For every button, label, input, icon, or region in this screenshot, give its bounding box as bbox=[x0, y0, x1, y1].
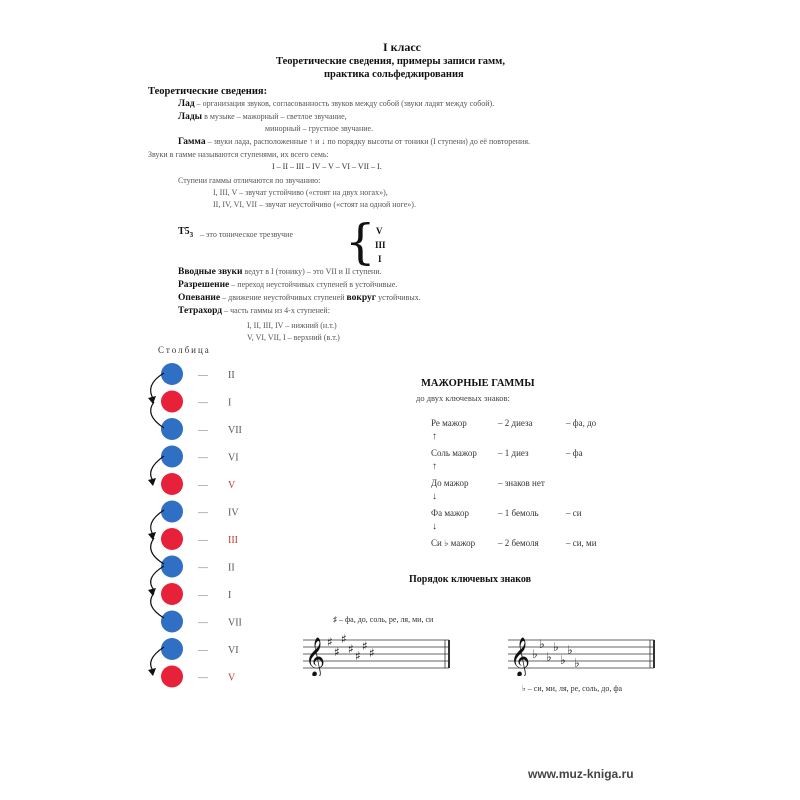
sharp-signs bbox=[327, 634, 375, 663]
arrow-down-icon: ↓ bbox=[432, 521, 437, 532]
step-label: VII bbox=[228, 425, 242, 436]
flats-staff bbox=[508, 634, 658, 676]
blue-step-dot bbox=[161, 638, 183, 660]
blue-step-dot bbox=[161, 363, 183, 385]
step-dash: — bbox=[198, 480, 208, 491]
sharps-order: ♯ – фа, до, соль, ре, ля, ми, си bbox=[333, 615, 434, 624]
key-order-title: Порядок ключевых знаков bbox=[409, 574, 532, 585]
svg-text:♭: ♭ bbox=[546, 650, 552, 664]
arrow-down-icon: ↓ bbox=[432, 491, 437, 502]
red-step-dot bbox=[161, 583, 183, 605]
svg-text:♭: ♭ bbox=[567, 643, 573, 657]
major-scales-subtitle: до двух ключевых знаков: bbox=[416, 393, 510, 403]
vvodnye-term: Вводные звуки bbox=[178, 267, 243, 277]
stolbica-diagram bbox=[140, 360, 270, 695]
step-label: II bbox=[228, 562, 235, 574]
tetra-lower: I, II, III, IV – нижний (н.т.) bbox=[247, 321, 337, 330]
t53-note-v: V bbox=[376, 226, 383, 236]
gamma-text: – звуки лада, расположенные ↑ и ↓ по порядку высоты от тоники (I ступени) до её повторения. bbox=[205, 137, 531, 146]
flat-signs bbox=[532, 637, 580, 670]
red-step-dot bbox=[161, 528, 183, 550]
arrow-up-icon: ↑ bbox=[432, 431, 437, 442]
vvodnye-text: ведут в I (тонику) – это VII и II ступени. bbox=[242, 267, 382, 276]
step-label: VI bbox=[228, 452, 239, 464]
major-scales-title: МАЖОРНЫЕ ГАММЫ bbox=[421, 378, 535, 389]
scale-sign-count: – 1 диез bbox=[498, 448, 529, 458]
svg-text:♯: ♯ bbox=[355, 649, 361, 663]
opevanie-definition bbox=[178, 293, 421, 303]
step-label: II bbox=[228, 370, 235, 381]
page-title: I класс bbox=[383, 40, 421, 54]
page-subtitle-1: Теоретические сведения, примеры записи гамм, bbox=[276, 56, 505, 67]
vvodnye-definition bbox=[178, 267, 382, 277]
scale-name: Си ♭ мажор bbox=[431, 538, 476, 548]
opevanie-term: Опевание bbox=[178, 293, 221, 303]
t53-note-i: I bbox=[378, 254, 382, 264]
step-label: I bbox=[228, 590, 232, 601]
svg-text:♯: ♯ bbox=[369, 646, 375, 660]
svg-text:♯: ♯ bbox=[341, 634, 347, 646]
red-step-dot bbox=[161, 391, 183, 413]
arrow-up-icon: ↑ bbox=[432, 461, 437, 472]
step-label: VI bbox=[228, 645, 239, 656]
step-dash: — bbox=[198, 370, 208, 381]
steps-line: Звуки в гамме называются ступенями, их всего семь: bbox=[148, 150, 329, 159]
lad-text: – организация звуков, согласованность звуков между собой (звуки ладят между собой). bbox=[194, 99, 495, 108]
scale-signs: – си, ми bbox=[566, 538, 597, 548]
red-step-dot bbox=[161, 666, 183, 688]
lad-definition bbox=[178, 99, 494, 109]
step-label: IV bbox=[228, 507, 239, 519]
svg-text:♭: ♭ bbox=[560, 653, 566, 667]
step-dash: — bbox=[198, 425, 208, 436]
gamma-definition bbox=[178, 137, 530, 147]
stable-steps: I, III, V – звучат устойчиво («стоят на двух ногах»), bbox=[213, 188, 388, 197]
step-dash: — bbox=[198, 645, 208, 656]
step-label: I bbox=[228, 397, 232, 409]
step-label: VII bbox=[228, 617, 242, 629]
t53-sub: 3 bbox=[189, 231, 194, 239]
sharps-staff bbox=[303, 634, 453, 676]
lady-definition bbox=[178, 112, 347, 122]
blue-step-dot bbox=[161, 418, 183, 440]
flats-order: ♭ – си, ми, ля, ре, соль, до, фа bbox=[522, 684, 623, 693]
t53-label bbox=[178, 226, 193, 239]
opevanie-bold: вокруг bbox=[346, 293, 377, 303]
t53-definition: – это тоническое трезвучие bbox=[200, 230, 293, 239]
tetra-term: Тетрахорд bbox=[178, 306, 223, 316]
step-label: V bbox=[228, 672, 236, 684]
unstable-steps: II, IV, VI, VII – звучат неустойчиво («стоят на одной ноге»). bbox=[213, 200, 416, 209]
lady-text: в музыке – мажорный – светлое звучание, bbox=[202, 112, 347, 121]
razresh-definition bbox=[178, 280, 397, 290]
scale-sign-count: – знаков нет bbox=[498, 478, 545, 488]
step-dash: — bbox=[198, 672, 208, 684]
minor-line: минорный – грустное звучание. bbox=[265, 124, 374, 133]
svg-text:♯: ♯ bbox=[327, 635, 333, 649]
arrowhead bbox=[148, 668, 156, 676]
brace-symbol: { bbox=[345, 214, 376, 270]
blue-step-dot bbox=[161, 556, 183, 578]
scale-signs: – фа bbox=[566, 448, 583, 458]
scale-name: Соль мажор bbox=[431, 448, 477, 458]
step-dash: — bbox=[198, 397, 208, 409]
blue-step-dot bbox=[161, 501, 183, 523]
arrowhead bbox=[148, 588, 156, 596]
step-dash: — bbox=[198, 617, 208, 629]
t53-note-iii: III bbox=[375, 240, 386, 250]
sound-difference: Ступени гаммы отличаются по звучанию: bbox=[178, 176, 321, 185]
treble-clef-icon: 𝄞 bbox=[305, 637, 326, 676]
razresh-term: Разрешение bbox=[178, 280, 230, 290]
scale-name: Ре мажор bbox=[431, 418, 467, 428]
svg-text:♯: ♯ bbox=[348, 642, 354, 656]
svg-text:♯: ♯ bbox=[334, 645, 340, 659]
t53-main: Т5 bbox=[178, 226, 190, 237]
step-dash: — bbox=[198, 562, 208, 574]
theory-section-title: Теоретические сведения: bbox=[148, 86, 268, 97]
blue-step-dot bbox=[161, 611, 183, 633]
lady-term: Лады bbox=[178, 112, 203, 122]
watermark: www.muz-kniga.ru bbox=[528, 767, 634, 781]
scale-signs: – си bbox=[566, 508, 582, 518]
scale-sign-count: – 2 бемоля bbox=[498, 538, 539, 548]
scale-sign-count: – 2 диеза bbox=[498, 418, 533, 428]
arrowhead bbox=[148, 478, 156, 486]
razresh-text: – переход неустойчивых ступеней в устойчивые. bbox=[229, 280, 398, 289]
tetra-text: – часть гаммы из 4-х ступеней: bbox=[222, 306, 330, 315]
step-dash: — bbox=[198, 535, 208, 546]
step-dash: — bbox=[198, 507, 208, 519]
step-dash: — bbox=[198, 452, 208, 464]
opevanie-text: – движение неустойчивых ступеней bbox=[220, 293, 347, 302]
red-step-dot bbox=[161, 473, 183, 495]
steps-list: I – II – III – IV – V – VI – VII – I. bbox=[272, 162, 382, 171]
svg-text:♯: ♯ bbox=[362, 639, 368, 653]
svg-text:♭: ♭ bbox=[574, 656, 580, 670]
tetra-definition bbox=[178, 306, 330, 316]
scale-signs: – фа, до bbox=[566, 418, 597, 428]
svg-text:♭: ♭ bbox=[539, 637, 545, 651]
arrowhead bbox=[148, 396, 156, 404]
treble-clef-icon: 𝄞 bbox=[510, 637, 531, 676]
page-subtitle-2: практика сольфеджирования bbox=[324, 69, 464, 80]
gamma-term: Гамма bbox=[178, 137, 206, 147]
step-label: III bbox=[228, 535, 238, 546]
stolbica-title: Столбица bbox=[158, 345, 211, 355]
tetra-upper: V, VI, VII, I – верхний (в.т.) bbox=[247, 333, 340, 342]
step-label: V bbox=[228, 480, 236, 491]
opevanie-end: устойчивых. bbox=[376, 293, 421, 302]
lad-term: Лад bbox=[178, 99, 195, 109]
scale-sign-count: – 1 бемоль bbox=[498, 508, 539, 518]
step-dash: — bbox=[198, 590, 208, 601]
svg-text:♭: ♭ bbox=[532, 647, 538, 661]
svg-text:♭: ♭ bbox=[553, 640, 559, 654]
scale-name: Фа мажор bbox=[431, 508, 469, 518]
arrowhead bbox=[148, 532, 156, 540]
scale-name: До мажор bbox=[431, 478, 469, 488]
